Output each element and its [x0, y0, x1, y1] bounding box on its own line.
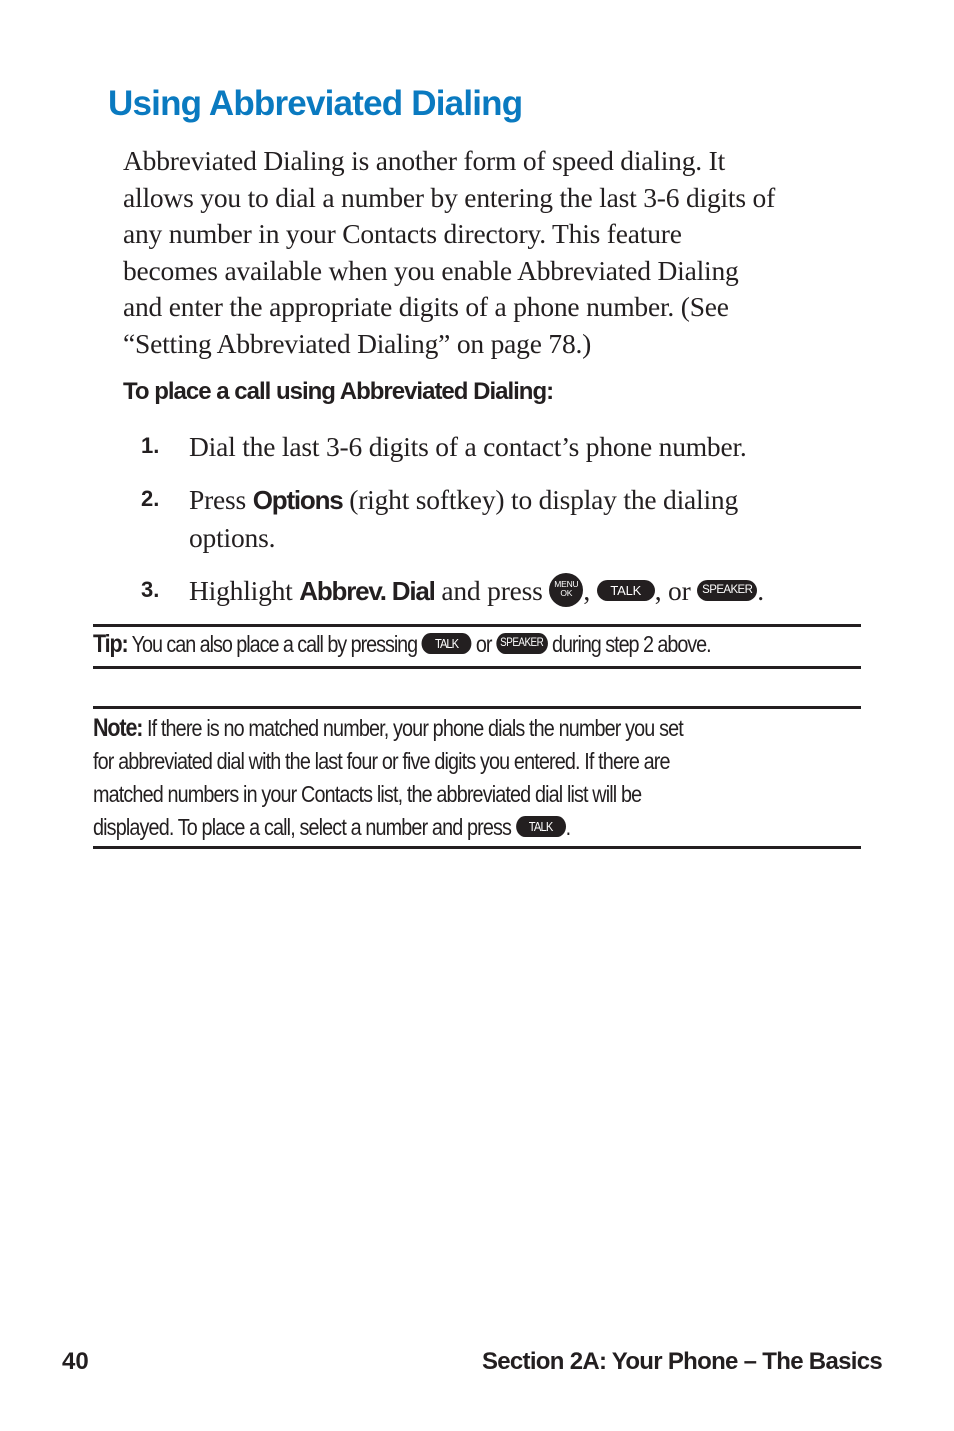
tip-text-mid: or: [471, 631, 496, 657]
page-number: 40: [62, 1348, 89, 1375]
note-label: Note:: [93, 714, 143, 742]
step-2-text: [189, 481, 738, 557]
note-line: Note: If there is no matched number, your phone dials the number you set: [93, 714, 683, 742]
note-bottom-rule: [93, 846, 861, 849]
step-2-number: 2.: [141, 486, 160, 511]
talk-key-icon: TALK: [597, 580, 655, 601]
abbrev-dial-label: Abbrev. Dial: [299, 576, 435, 606]
step-2-line2: options.: [189, 522, 276, 553]
page-title: Using Abbreviated Dialing: [108, 84, 523, 123]
options-softkey-label: Options: [252, 485, 343, 515]
tip-label: Tip:: [93, 630, 128, 658]
note-top-rule: [93, 706, 861, 709]
intro-paragraph: [123, 143, 868, 362]
menu-ok-key-icon: MENU OK: [549, 573, 583, 607]
intro-line: and enter the appropriate digits of a phone number. (See: [123, 291, 729, 322]
note-line: displayed. To place a call, select a number and press TALK .: [93, 814, 571, 840]
procedure-heading: To place a call using Abbreviated Dialing:: [123, 378, 554, 405]
step-3-pre: Highlight: [189, 575, 300, 606]
step-1-text: Dial the last 3-6 digits of a contact’s phone number.: [189, 431, 747, 462]
step-3-sep1: ,: [583, 575, 597, 606]
step-3-end: .: [757, 575, 764, 606]
intro-line: “Setting Abbreviated Dialing” on page 78.): [123, 327, 592, 359]
step-3-post: and press: [434, 575, 550, 606]
note-box: [93, 712, 779, 844]
intro-line: allows you to dial a number by entering the last 3-6 digits of: [123, 181, 776, 213]
intro-line: Abbreviated Dialing is another form of speed dialing. It: [123, 145, 726, 176]
note-line: for abbreviated dial with the last four or five digits you entered. If there are: [93, 748, 670, 774]
step-3-number: 3.: [141, 577, 160, 602]
step-3-text: [189, 572, 764, 611]
tip-text-post: during step 2 above.: [547, 631, 711, 657]
speaker-key-icon: SPEAKER: [496, 633, 548, 654]
intro-line: any number in your Contacts directory. This feature: [123, 218, 682, 249]
step-2-post: (right softkey) to display the dialing: [342, 484, 739, 515]
talk-key-icon: TALK: [516, 816, 566, 837]
speaker-key-icon: SPEAKER: [697, 580, 757, 601]
tip-box: [93, 630, 711, 659]
intro-line: becomes available when you enable Abbreviated Dialing: [123, 254, 739, 286]
step-3-sep2: , or: [654, 575, 698, 606]
talk-key-icon: TALK: [422, 633, 472, 654]
note-line: matched numbers in your Contacts list, the abbreviated dial list will be: [93, 781, 642, 807]
step-1-number: 1.: [141, 433, 160, 458]
tip-text-pre: You can also place a call by pressing: [127, 631, 422, 657]
tip-bottom-rule: [93, 666, 861, 669]
section-footer: Section 2A: Your Phone – The Basics: [481, 1348, 882, 1375]
tip-top-rule: [93, 624, 861, 627]
step-2-pre: Press: [189, 484, 253, 515]
